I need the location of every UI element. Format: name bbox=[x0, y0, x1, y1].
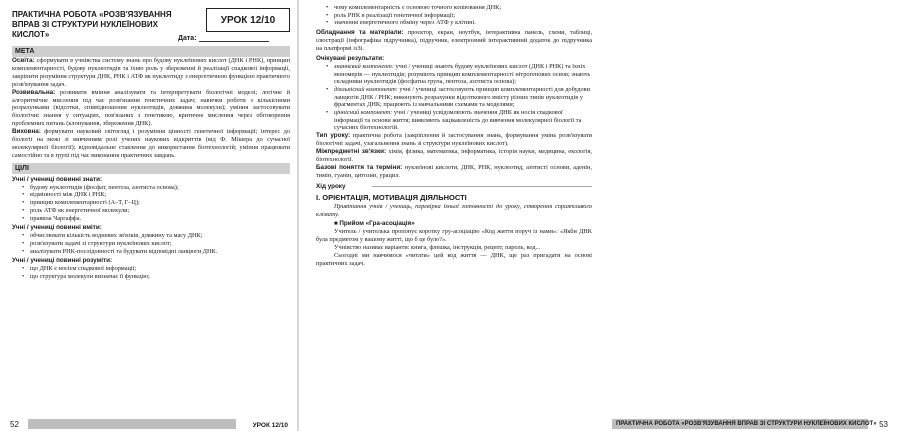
list-item: • що ДНК є носієм спадкової інформації; bbox=[22, 265, 290, 273]
list-item: • чому комплементарність є основою точного копіювання ДНК; bbox=[326, 4, 592, 12]
list-item: • що структура молекули визначає її функцію; bbox=[22, 273, 290, 281]
page-number-right: 53 bbox=[879, 420, 888, 429]
list-item: • роль АТФ як енергетичної молекули; bbox=[22, 207, 290, 215]
understand-list-continued bbox=[316, 4, 592, 27]
divider-line bbox=[372, 185, 592, 187]
terms-label: Базові поняття та терміни: bbox=[316, 163, 403, 171]
lesson-flow-divider bbox=[316, 183, 592, 190]
lesson-type-label: Тип уроку: bbox=[316, 132, 351, 140]
method-title bbox=[316, 220, 592, 228]
result-text: учні / учениці застосовують принцип комплементарності для добудови ланцюгів ДНК / РНК; виконують розрахунки відсоткового вмісту різних типів нуклеотидів у фрагментах ДНК; працюють із навчальними схемами та моделями; bbox=[334, 85, 590, 109]
basic-terms bbox=[316, 164, 592, 180]
goal-development-label: Розвивальна: bbox=[12, 88, 56, 96]
list-item: • принцип комплементарності (А–Т, Г–Ц); bbox=[22, 199, 290, 207]
interdisciplinary-links bbox=[316, 148, 592, 164]
lesson-type bbox=[316, 132, 592, 148]
list-item: • роль РНК в реалізації генетичної інформації; bbox=[326, 12, 592, 20]
list-item: • обчислювати кількість водневих зв'язків, довжину та масу ДНК; bbox=[22, 232, 290, 240]
result-item bbox=[326, 63, 592, 86]
links-text: хімія, фізика, математика, інформатика, історія науки, медицина, екологія, біотехнології. bbox=[316, 147, 592, 163]
right-column bbox=[316, 4, 592, 268]
date-row bbox=[178, 34, 290, 42]
footer-lesson-label: УРОК 12/10 bbox=[252, 422, 288, 429]
equipment-text: проєктор, екран, ноутбук, інтерактивна панель, схеми, таблиці, ілюстрації (інфографіка підручника), підручник, електронний інтерактивний додаток до підручника на платформі ізЗі. bbox=[316, 29, 593, 52]
result-item bbox=[326, 86, 592, 109]
left-footer-bar bbox=[28, 419, 236, 429]
lesson-title: ПРАКТИЧНА РОБОТА «РОЗВ'ЯЗУВАННЯ ВПРАВ ЗІ СТРУКТУРИ НУКЛЕЇНОВИХ КИСЛОТ» bbox=[12, 10, 172, 39]
links-label: Міжпредметні зв'язки: bbox=[316, 147, 387, 155]
method-label: Прийом «Гра-асоціація» bbox=[339, 220, 415, 228]
equipment-label: Обладнання та матеріали: bbox=[316, 29, 404, 37]
list-item: • відмінності між ДНК і РНК; bbox=[22, 191, 290, 199]
list-item: • будову нуклеотидів (фосфат, пентоза, азотиста основа); bbox=[22, 184, 290, 192]
goal-education bbox=[12, 57, 290, 89]
able-list bbox=[12, 232, 290, 255]
goal-upbringing-label: Виховна: bbox=[12, 128, 41, 136]
right-footer-bar: ПРАКТИЧНА РОБОТА «РОЗВ'ЯЗУВАННЯ ВПРАВ ЗІ СТРУКТУРИ НУКЛЕЇНОВИХ КИСЛОТ» bbox=[612, 419, 868, 429]
method-text: Учитель / учителька пропонує коротку гру-асоціацію «Код життя поруч із нами»: «Якби ДНК була предметом у вашому житті, що б це було?». bbox=[316, 228, 592, 244]
understand-title: Учні / учениці повинні розуміти: bbox=[12, 257, 113, 265]
list-item: • правила Чаргаффа. bbox=[22, 215, 290, 223]
page-number-left: 52 bbox=[10, 420, 19, 429]
lesson-flow-title: Хід уроку bbox=[316, 182, 346, 190]
right-footer bbox=[600, 417, 900, 431]
diamond-bullet-icon: ■ bbox=[334, 221, 338, 228]
able-title: Учні / учениці повинні вміти: bbox=[12, 224, 102, 232]
date-input-line[interactable] bbox=[199, 34, 269, 42]
naming-text: Учнівство називає варіанти: книга, флешка, інструкція, рецепт, пароль, код... bbox=[334, 244, 541, 252]
left-page bbox=[0, 0, 296, 431]
lesson-type-text: практична робота (закріплення й застосування знань, формування умінь розв'язувати біологічні задачі, узагальнення знань зі структури нуклеїнових кислот). bbox=[316, 132, 593, 148]
right-page bbox=[300, 0, 888, 431]
understand-list bbox=[12, 265, 290, 280]
page-gutter bbox=[297, 0, 299, 431]
lesson-number-box: УРОК 12/10 bbox=[206, 8, 290, 32]
goal-education-label: Освіта: bbox=[12, 57, 35, 64]
lesson-header bbox=[12, 8, 290, 46]
results-title: Очікувані результати: bbox=[316, 54, 385, 62]
goal-upbringing-text: формувати науковий світогляд і розуміння цінності генетичної інформації; інтерес до біології на межі зі вивченням ролі учених наукових відкриттів (від Ф. Мішера до сучасної молекулярної біології); відповідальне ставлення до використання біотехнологій; уміння працювати самостійно та в групі під час виконання практичних завдань. bbox=[12, 128, 290, 159]
closing-text: Сьогодні ми навчимося «читати» цей код життя — ДНК, ще раз пригадати на основі практичних задач. bbox=[316, 252, 592, 268]
greeting-text: Привітання учнів / учениць, перевірка їхньої готовності до уроку, створення сприятливого клімату. bbox=[316, 202, 592, 218]
list-item: • аналізувати РНК-послідовності та будувати відповідні ланцюги ДНК. bbox=[22, 248, 290, 256]
section-meta: МЕТА bbox=[12, 46, 290, 57]
result-label: діяльнісний компонент: bbox=[334, 85, 398, 93]
result-item bbox=[326, 109, 592, 132]
left-column bbox=[12, 8, 290, 281]
know-title: Учні / учениці повинні знати: bbox=[12, 175, 103, 183]
list-item: • значення енергетичного обміну через АТФ у клітині. bbox=[326, 19, 592, 27]
section-tsili: ЦІЛІ bbox=[12, 163, 290, 174]
know-list bbox=[12, 184, 290, 223]
result-text: учні / учениці усвідомлюють значення ДНК як носія спадкової інформації та основи життя; виявляють зацікавленість до вивчення молекулярної біології та сучасних біотехнологій. bbox=[334, 109, 582, 132]
section-orientation: I. ОРІЄНТАЦІЯ, МОТИВАЦІЯ ДІЯЛЬНОСТІ bbox=[316, 192, 467, 202]
left-footer bbox=[0, 417, 296, 431]
terms-text: нуклеїнові кислоти, ДНК, РНК, нуклеотид, азотисті основи, аденін, тимін, гуанін, цитозин, урацил. bbox=[316, 163, 592, 179]
result-label: знаннєвий компонент: bbox=[334, 62, 394, 70]
date-label: Дата: bbox=[178, 35, 197, 42]
result-text: учні / учениці знають будову нуклеїнових кислот (ДНК і РНК) та їхніх мономерів — нуклеотидів; розуміють принцип комплементарності нітрогенових основ; знають складники нуклеотидів (фосфатна група, пентоза, азотиста основа); bbox=[334, 62, 591, 86]
result-label: ціннісний компонент: bbox=[334, 109, 393, 117]
goal-upbringing bbox=[12, 128, 290, 160]
results-list bbox=[316, 63, 592, 132]
goal-education-text: сформувати в учнівства систему знань про будову нуклеїнових кислот (ДНК і РНК), принцип комплементарності, будову нуклеотидів та їхню роль у збереженні й реалізації спадкової інформації, закріпити розуміння структури ДНК, РНК і АТФ як нуклеотиду з енергетичною функцією практичного розв'язування задач. bbox=[12, 57, 290, 88]
equipment bbox=[316, 29, 592, 53]
goal-development bbox=[12, 89, 290, 129]
list-item: • розв'язувати задачі зі структури нуклеїнових кислот; bbox=[22, 240, 290, 248]
goal-development-text: розвивати вміння аналізувати та інтерпретувати біологічні моделі; логічне й алгоритмічне мислення під час розв'язання генетичних задач; навички роботи з кількісними розрахунками (відсотки, співвідношення нуклеотидів, довжина молекули); уміння застосовувати біологічні знання у ситуаціях, пов'язаних з генетикою, критичне мислення через обговорення проблемних питань (клонування, збереження ДНК). bbox=[12, 88, 291, 128]
